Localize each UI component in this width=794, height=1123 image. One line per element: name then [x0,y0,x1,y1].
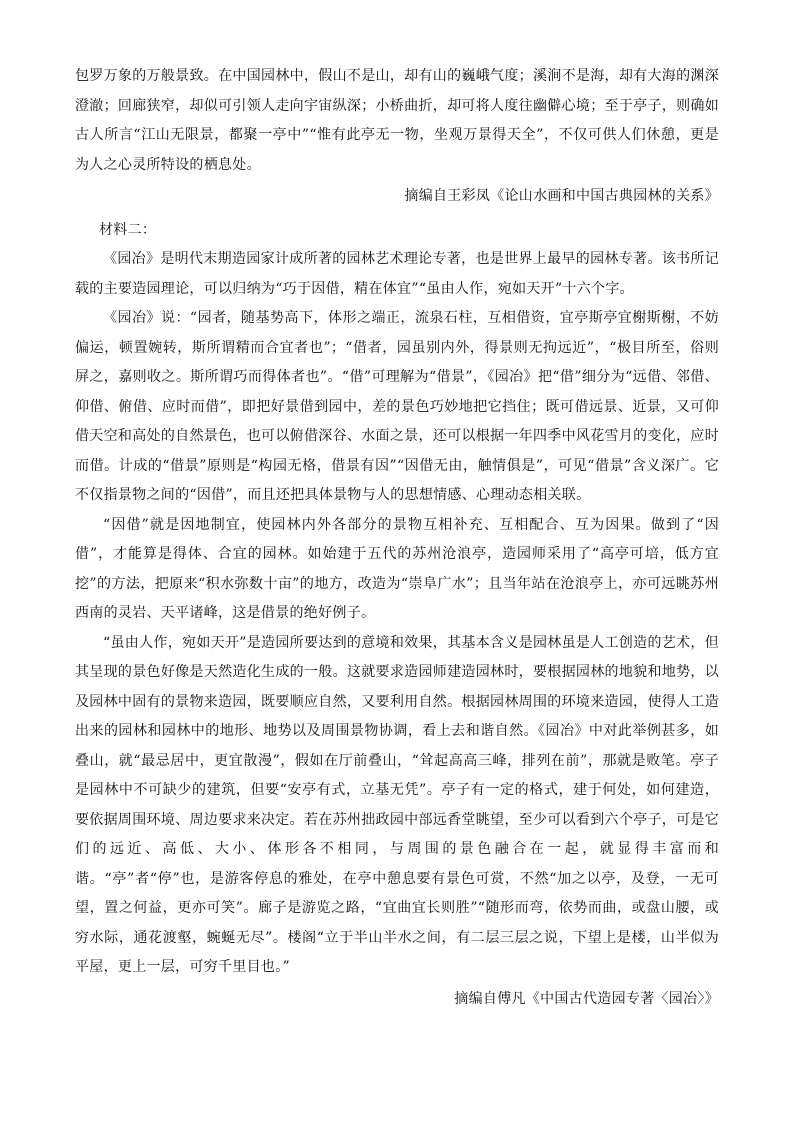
document-page [75,62,719,1018]
paragraph-natural-effect: “虽由人作，宛如天开”是造园所要达到的意境和效果，其基本含义是园林虽是人工创造的艺术，但其呈现的景色好像是天然造化生成的一般。这就要求造园师建造园林时，要根据园林的地貌和地势，以及园林中固有的景物来造园，既要顺应自然，又要利用自然。根据园林周围的环境来造园，使得人工造出来的园林和园林中的地形、地势以及周围景物协调，看上去和谐自然。《园冶》中对此举例甚多，如叠山，就“最忌居中，更宜散漫”，假如在厅前叠山，“耸起高高三峰，排列在前”，那就是败笔。亭子是园林中不可缺少的建筑，但要“安亭有式，立基无凭”。亭子有一定的格式，建于何处，如何建造，要依据周围环境、周边要求来决定。若在苏州拙政园中部远香堂眺望，至少可以看到六个亭子，可是它们的远近、高低、大小、体形各不相同，与周围的景色融合在一起，就显得丰富而和谐。“亭”者“停”也，是游客停息的雅处，在亭中憩息要有景色可赏，不然“加之以亭，及登，一无可望，置之何益，更亦可笑”。廊子是游览之路，“宜曲宜长则胜”“随形而弯，依势而曲，或盘山腰，或穷水际，通花渡壑，蜿蜒无尽”。楼阁“立于半山半水之间，有二层三层之说，下望上是楼，山半似为平屋，更上一层，可穷千里目也。” [75,634,719,975]
paragraph-continuation: 包罗万象的万般景致。在中国园林中，假山不是山，却有山的巍峨气度；溪涧不是海，却有大海的渊深澄澈；回廊狭窄，却似可引领人走向宇宙纵深；小桥曲折，却可将人度往幽僻心境；至于亭子，则确如古人所言“江山无限景，都聚一亭中”“惟有此亭无一物，坐观万景得天全”，不仅可供人们休憩，更是为人之心灵所特设的栖息处。 [75,68,719,173]
paragraph-yuanye-intro: 《园冶》是明代末期造园家计成所著的园林艺术理论专著，也是世界上最早的园林专著。该书所记载的主要造园理论，可以归纳为“巧于因借，精在体宜”“虽由人作，宛如天开”十六个字。 [75,251,719,297]
source-citation-2: 摘编自傅凡《中国古代造园专著〈园冶〉》 [454,990,719,1007]
source-citation-1: 摘编自王彩凤《论山水画和中国古典园林的关系》 [404,188,719,204]
paragraph-yinjie: “因借”就是因地制宜，使园林内外各部分的景物互相补充、互相配合、互为因果。做到了“因借”，才能算是得体、合宜的园林。如始建于五代的苏州沧浪亭，造园师采用了“高亭可培，低方宜挖”的方法，把原来“积水弥数十亩”的地方，改造为“崇阜广水”；且当年站在沧浪亭上，亦可远眺苏州西南的灵岩、天平诸峰，这是借景的绝好例子。 [75,516,719,621]
paragraph-borrowed-scenery: 《园冶》说：“园者，随基势高下，体形之端正，流泉石柱，互相借资，宜亭斯亭宜榭斯榭，不妨偏运，顿置婉转，斯所谓精而合宜者也”；“借者，园虽别内外，得景则无拘远近”，“极目所至，俗则屏之，嘉则收之。斯所谓巧而得体者也”。“借”可理解为“借景”，《园冶》把“借”细分为“远借、邻借、仰借、俯借、应时而借”，即把好景借到园中，差的景色巧妙地把它挡住；既可借远景、近景，又可仰借天空和高处的自然景色，也可以俯借深谷、水面之景，还可以根据一年四季中风花雪月的变化，应时而借。计成的“借景”原则是“构园无格，借景有因”“因借无由，触情俱是”，可见“借景”含义深广。它不仅指景物之间的“因借”，而且还把具体景物与人的思想情感、心理动态相关联。 [75,310,719,503]
material-two-label: 材料二： [99,221,157,238]
